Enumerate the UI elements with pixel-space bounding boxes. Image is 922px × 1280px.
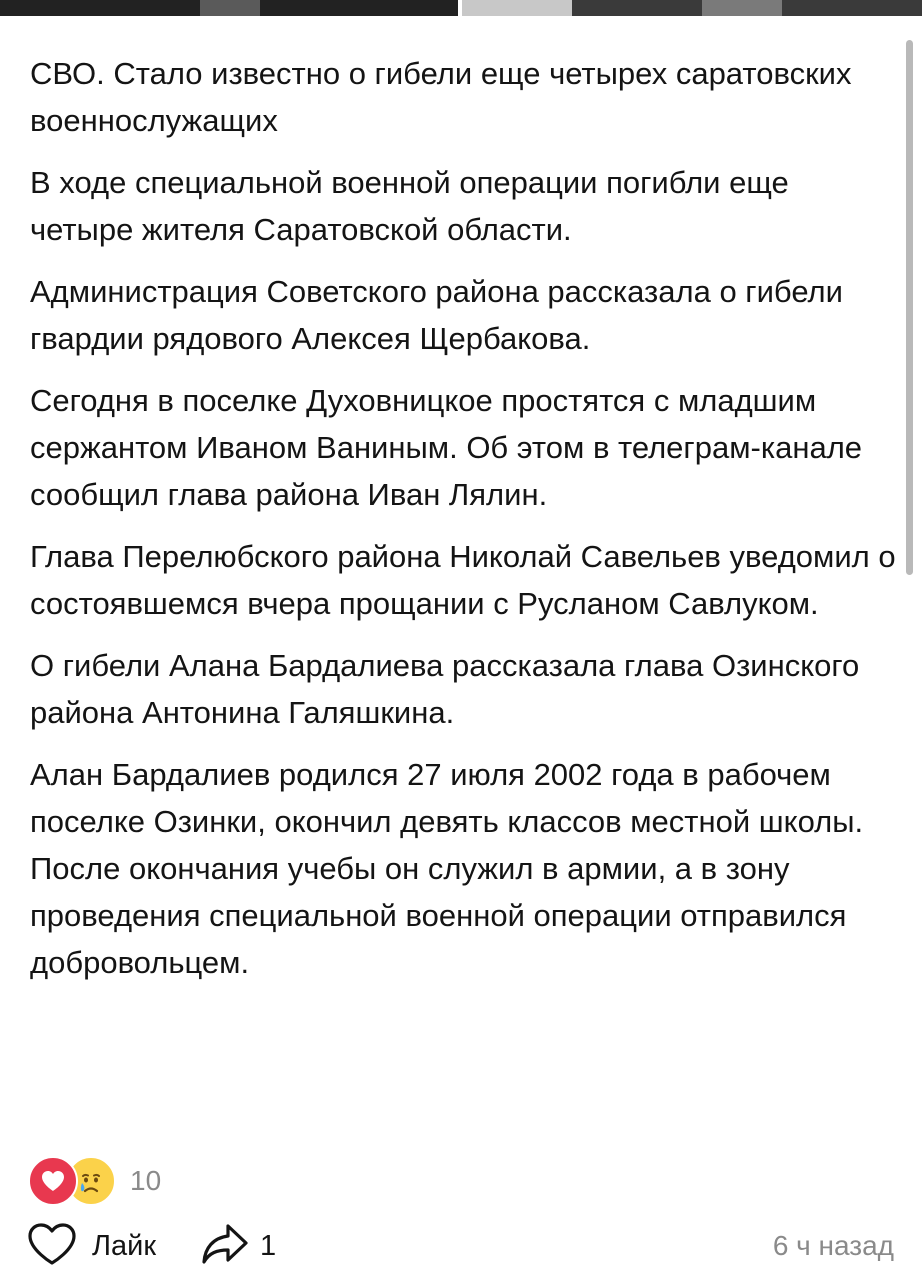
reactions-summary[interactable] [28,1157,161,1205]
share-count: 1 [260,1229,277,1262]
post-paragraph: О гибели Алана Бардалиева рассказала глава Озинского района Антонина Галяшкина. [30,648,860,730]
post-paragraph: В ходе специальной военной операции погибли еще четыре жителя Саратовской области. [30,165,789,247]
heart-outline-icon [26,1221,78,1272]
post-paragraph: Глава Перелюбского района Николай Савельев уведомил о состоявшемся вчера прощании с Русланом Савлуком. [30,539,896,621]
post-title: СВО. Стало известно о гибели еще четырех саратовских военнослужащих [30,56,852,138]
post-body [30,50,896,1001]
like-button[interactable] [26,1221,156,1272]
scrollbar[interactable] [906,40,913,575]
post-timestamp: 6 ч назад [772,1230,894,1261]
share-icon [200,1222,250,1271]
heart-icon [28,1156,78,1206]
photo-left[interactable] [0,0,458,16]
post-actions [26,1222,894,1270]
reaction-count: 10 [130,1165,162,1196]
like-label: Лайк [92,1229,157,1262]
share-button[interactable] [200,1222,276,1271]
photo-strip[interactable] [0,0,922,16]
post-paragraph: Алан Бардалиев родился 27 июля 2002 года в рабочем поселке Озинки, окончил девять классов местной школы. После окончания учебы он служил в армии, а в зону проведения специальной военной операции отправился добровольцем. [30,757,864,980]
post-paragraph: Администрация Советского района рассказала о гибели гвардии рядового Алексея Щербакова. [30,274,843,356]
post-paragraph: Сегодня в поселке Духовницкое простятся с младшим сержантом Иваном Ваниным. Об этом в телеграм-канале сообщил глава района Иван Лялин. [30,383,863,512]
photo-right[interactable] [462,0,922,16]
